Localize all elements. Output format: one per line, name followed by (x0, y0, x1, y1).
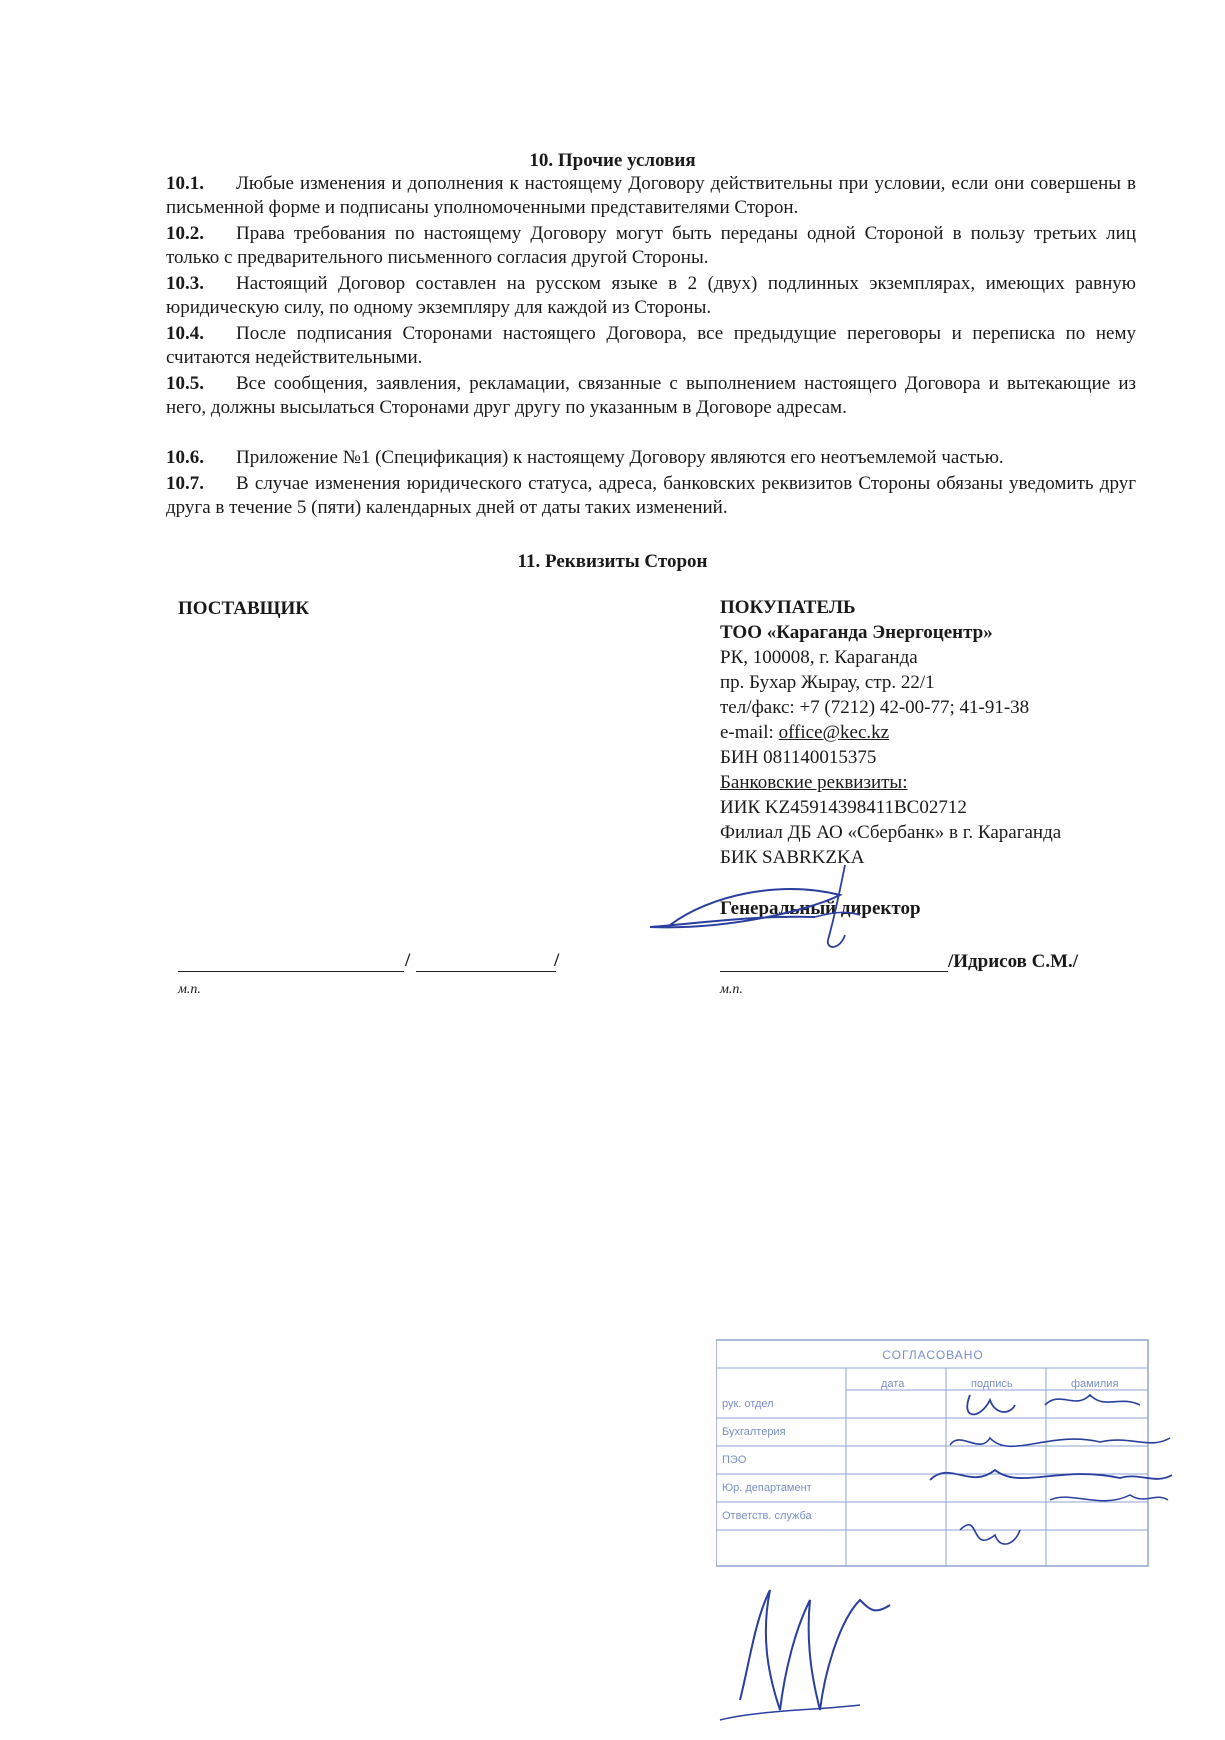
clause-text: После подписания Сторонами настоящего Договора, все предыдущие переговоры и переписка по нему считаются недействительными. (166, 323, 1136, 368)
buyer-email-line (720, 721, 889, 745)
clause-number: 10.3. (166, 273, 204, 294)
clause-number: 10.5. (166, 373, 204, 394)
clause-text: Все сообщения, заявления, рекламации, связанные с выполнением настоящего Договора и вытекающие из него, должны высылаться Сторонами друг другу по указанным в Договоре адресам. (166, 373, 1136, 418)
stamp-column-signature: подпись (971, 1378, 1013, 1390)
buyer-heading: ПОКУПАТЕЛЬ (720, 597, 856, 618)
clause-number: 10.6. (166, 447, 204, 468)
buyer-bik: БИК SABRKZKA (720, 847, 865, 868)
clause-text: Права требования по настоящему Договору могут быть переданы одной Стороной в пользу третьих лиц только с предварительного письменного согласия другой Стороны. (166, 223, 1136, 268)
supplier-name-line (416, 971, 556, 972)
stamp-title: СОГЛАСОВАНО (882, 1348, 984, 1362)
clause-10-5 (166, 372, 1136, 420)
stamp-column-date: дата (881, 1378, 905, 1390)
section-10-title: 10. Прочие условия (529, 150, 696, 171)
buyer-stamp-place: м.п. (720, 982, 743, 997)
stamp-row-label: Юр. департамент (722, 1482, 812, 1494)
clause-number: 10.2. (166, 223, 204, 244)
signature-slash: / (405, 950, 411, 971)
buyer-phone: тел/факс: +7 (7212) 42-00-77; 41-91-38 (720, 697, 1030, 718)
section-11-title: 11. Реквизиты Сторон (517, 551, 708, 572)
signature-slash: / (554, 950, 560, 971)
buyer-position: Генеральный директор (720, 898, 921, 919)
stamp-row-label: рук. отдел (722, 1398, 774, 1410)
clause-text: Приложение №1 (Спецификация) к настоящему Договору являются его неотъемлемой частью. (236, 447, 1004, 468)
stamp-row-label: ПЭО (722, 1454, 747, 1466)
clause-text: В случае изменения юридического статуса, адреса, банковских реквизитов Стороны обязаны уведомить друг друга в течение 5 (пяти) календарных дней от даты таких изменений. (166, 473, 1136, 518)
clause-text: Настоящий Договор составлен на русском языке в 2 (двух) подлинных экземплярах, имеющих равную юридическую силу, по одному экземпляру для каждой из Стороны. (166, 273, 1136, 318)
buyer-bank: Филиал ДБ АО «Сбербанк» в г. Караганда (720, 822, 1062, 843)
buyer-signatory: /Идрисов С.М./ (948, 951, 1079, 972)
approval-signatures (900, 1380, 1180, 1580)
clause-text: Любые изменения и дополнения к настоящему Договору действительны при условии, если они совершены в письменной форме и подписаны уполномоченными представителями Сторон. (166, 173, 1136, 218)
clause-10-1 (166, 172, 1136, 220)
supplier-signature-line (178, 971, 404, 972)
clause-10-4 (166, 322, 1136, 370)
clause-number: 10.7. (166, 473, 204, 494)
bottom-signature (700, 1560, 940, 1730)
clause-number: 10.4. (166, 323, 204, 344)
buyer-address-line-1: РК, 100008, г. Караганда (720, 647, 918, 668)
buyer-bin: БИН 081140015375 (720, 747, 877, 768)
director-signature (640, 855, 940, 965)
clause-10-6 (166, 446, 1136, 470)
buyer-signature-line (720, 971, 948, 972)
buyer-company: ТОО «Караганда Энергоцентр» (720, 622, 993, 643)
buyer-iik: ИИК KZ45914398411BC02712 (720, 797, 967, 818)
clause-10-3 (166, 272, 1136, 320)
stamp-row-label: Ответств. служба (722, 1510, 812, 1522)
clause-number: 10.1. (166, 173, 204, 194)
stamp-column-surname: фамилия (1071, 1378, 1119, 1390)
clause-10-7 (166, 472, 1136, 520)
stamp-row-label: Бухгалтерия (722, 1426, 786, 1438)
email-link[interactable]: office@kec.kz (778, 722, 890, 743)
bank-details-heading: Банковские реквизиты: (720, 772, 908, 793)
email-label: e-mail: (720, 722, 779, 743)
supplier-heading: ПОСТАВЩИК (178, 598, 310, 619)
clause-10-2 (166, 222, 1136, 270)
supplier-stamp-place: м.п. (178, 982, 201, 997)
buyer-address-line-2: пр. Бухар Жырау, стр. 22/1 (720, 672, 935, 693)
